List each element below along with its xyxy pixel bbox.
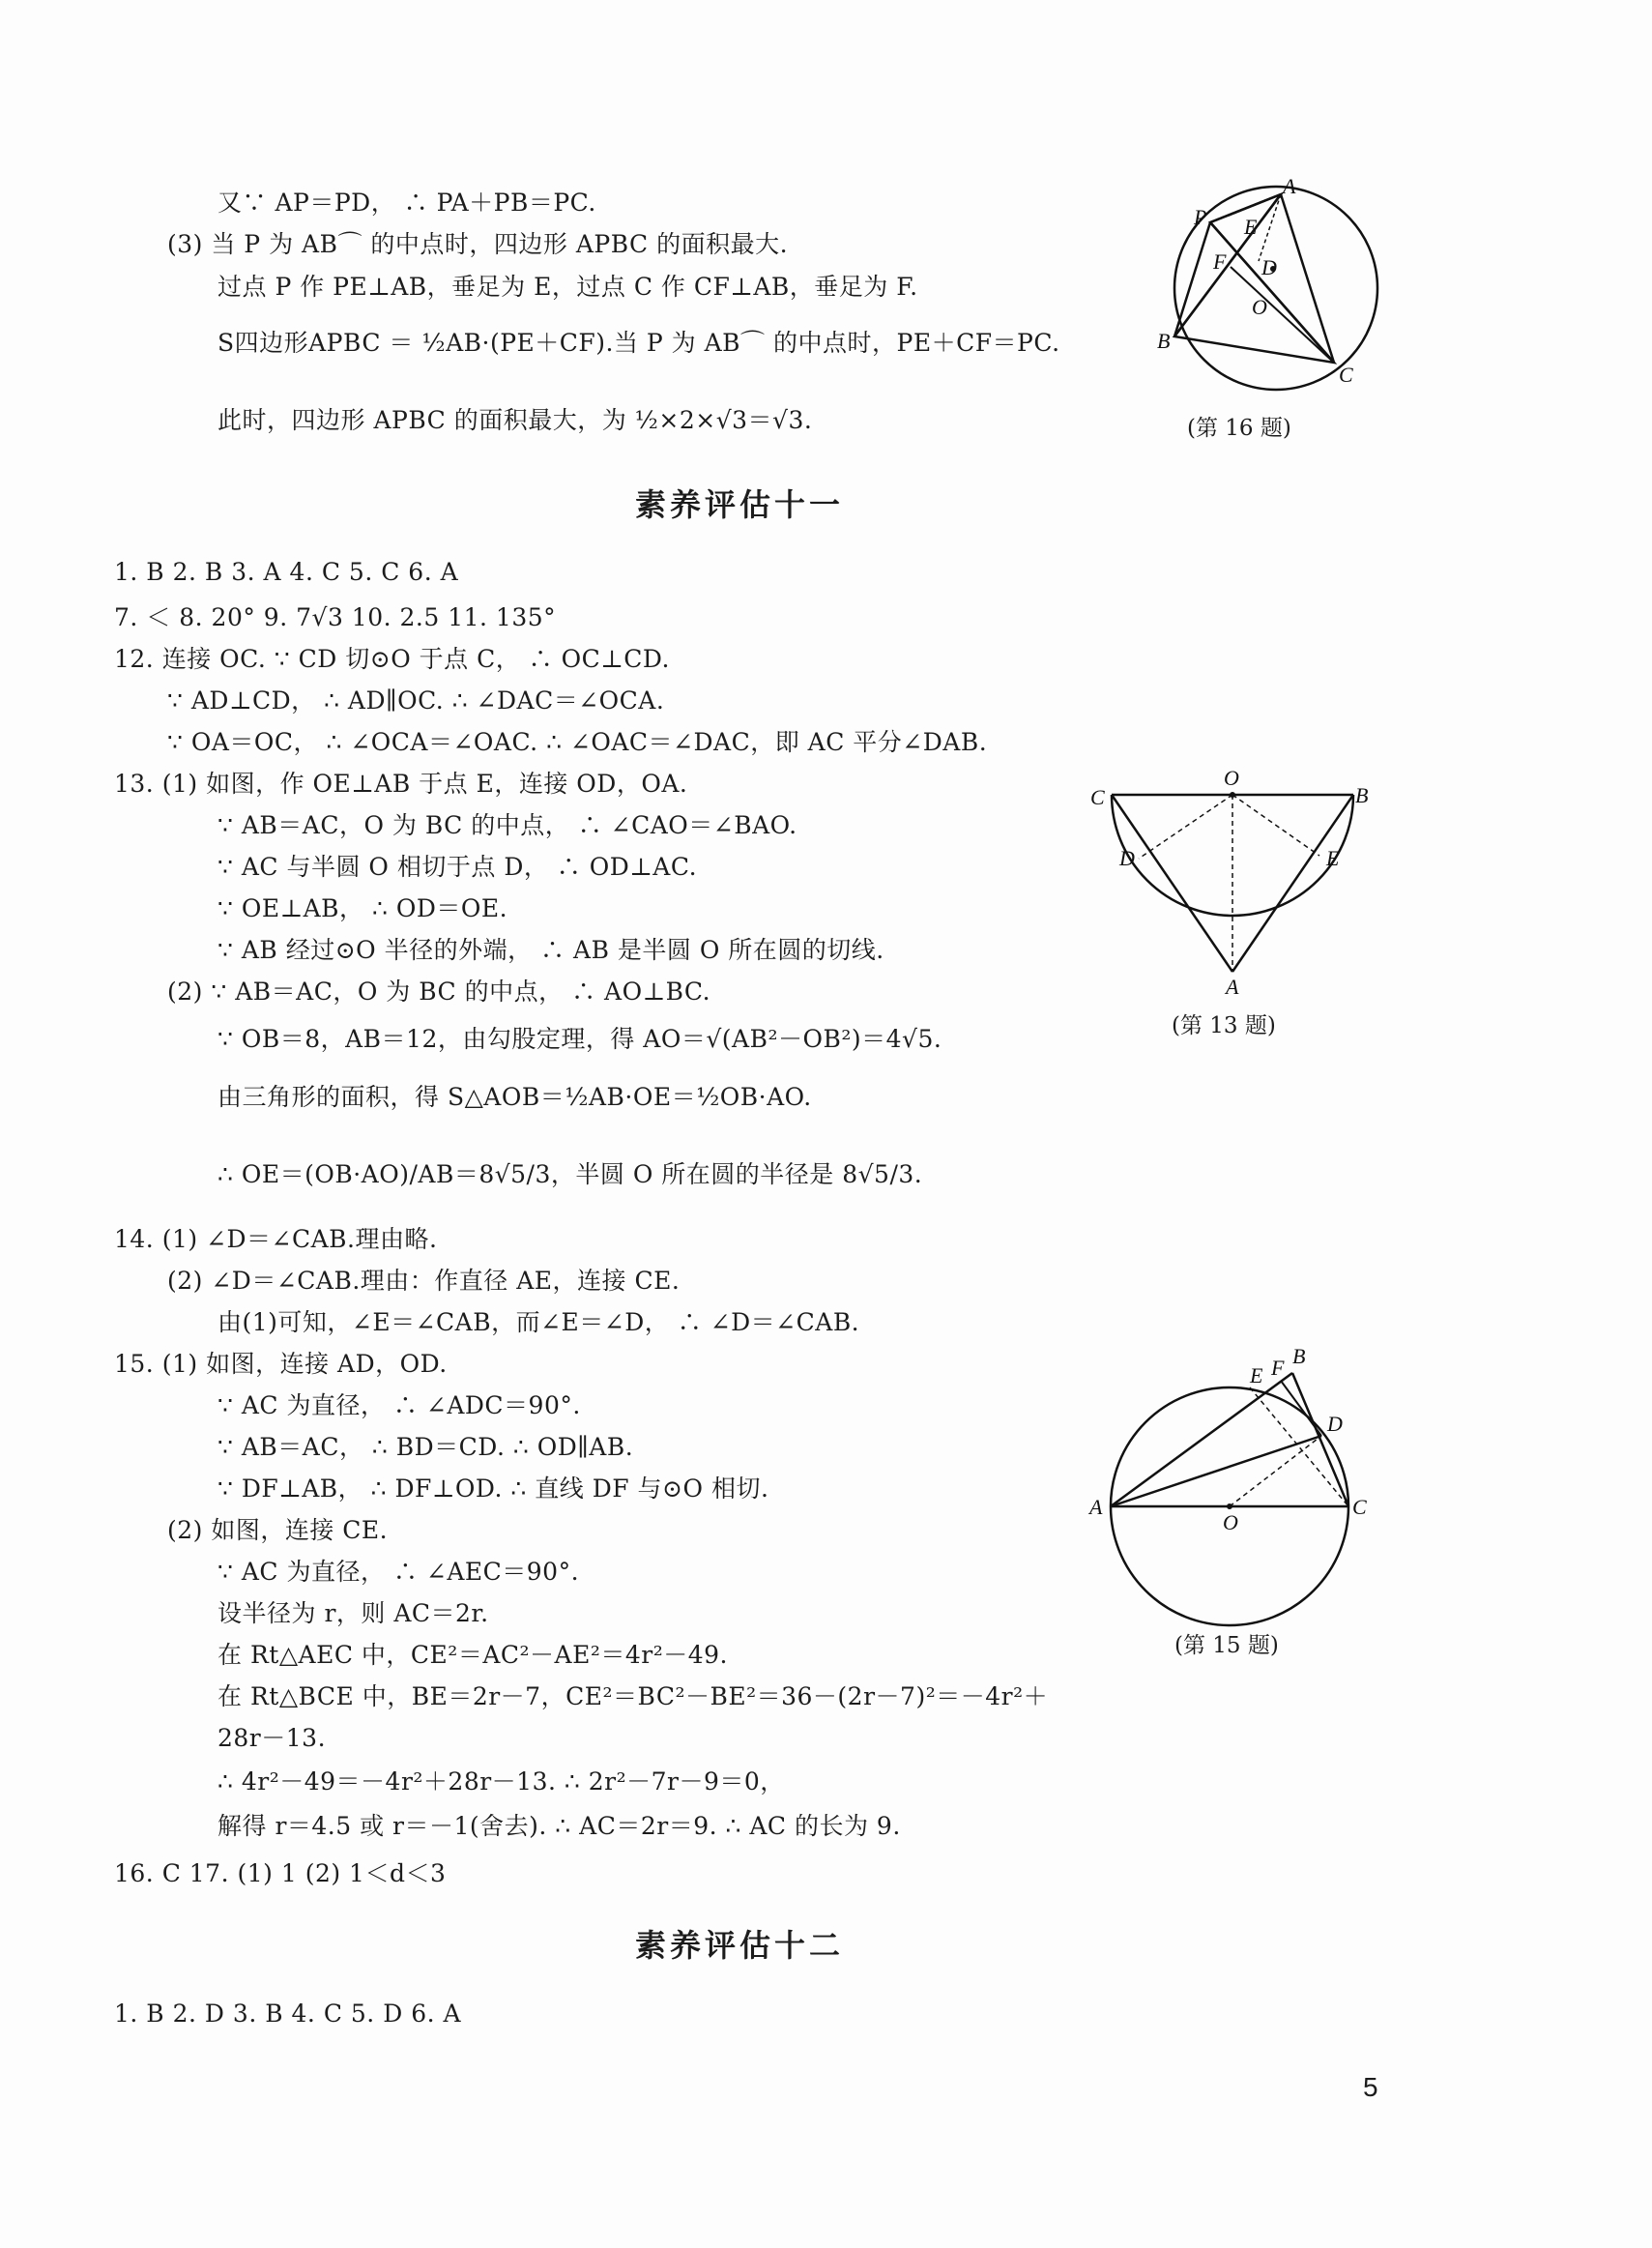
page-number: 5: [1363, 2072, 1378, 2102]
text-line: ∵ AC 为直径， ∴ ∠ADC＝90°.: [217, 1391, 581, 1419]
text-line: 15. (1) 如图，连接 AD，OD.: [114, 1350, 448, 1378]
label-c: C: [1352, 1495, 1367, 1519]
segment-od: [1139, 795, 1232, 859]
label-d: D: [1327, 1412, 1343, 1436]
segment-pc: [1210, 222, 1334, 363]
text-line: 解得 r＝4.5 或 r＝－1(舍去). ∴ AC＝2r＝9. ∴ AC 的长为 9.: [217, 1812, 901, 1840]
text-line: 在 Rt△AEC 中，CE²＝AC²－AE²＝4r²－49.: [217, 1641, 728, 1669]
segment-bc: [1292, 1373, 1348, 1506]
label-b: B: [1157, 329, 1171, 353]
text-line: 设半径为 r，则 AC＝2r.: [217, 1599, 489, 1627]
text-line: 在 Rt△BCE 中，BE＝2r－7，CE²＝BC²－BE²＝36－(2r－7)²＝－4r²＋: [217, 1682, 1049, 1710]
figure-caption: (第 13 题): [1172, 1013, 1276, 1038]
label-e: E: [1326, 846, 1340, 870]
text-line: 又∵ AP＝PD， ∴ PA＋PB＝PC.: [217, 189, 596, 217]
label-d: D: [1119, 846, 1135, 870]
text-line: ∵ AB＝AC，O 为 BC 的中点， ∴ ∠CAO＝∠BAO.: [217, 811, 797, 839]
text-line: S四边形APBC ＝ ½AB·(PE＋CF).当 P 为 AB⌒ 的中点时，PE＋CF＝PC.: [217, 329, 1060, 357]
label-a: A: [1089, 1495, 1103, 1519]
label-o: O: [1223, 1510, 1238, 1534]
text-line: 16. C 17. (1) 1 (2) 1＜d＜3: [114, 1859, 447, 1887]
label-c: C: [1090, 785, 1105, 809]
text-line: 12. 连接 OC. ∵ CD 切⊙O 于点 C， ∴ OC⊥CD.: [114, 645, 670, 673]
label-e: E: [1250, 1363, 1263, 1387]
segment-ca: [1112, 795, 1232, 972]
label-f: F: [1271, 1356, 1285, 1380]
label-b: B: [1355, 783, 1369, 807]
segment-ad: [1259, 194, 1281, 261]
label-e: E: [1244, 215, 1258, 239]
segment-ba: [1232, 795, 1353, 972]
figure-caption: (第 15 题): [1174, 1633, 1279, 1658]
text-line: ∵ DF⊥AB， ∴ DF⊥OD. ∴ 直线 DF 与⊙O 相切.: [217, 1474, 769, 1503]
section-title: 素养评估十二: [635, 1927, 845, 1964]
segment-od: [1230, 1436, 1321, 1506]
text-line: ∴ 4r²－49＝－4r²＋28r－13. ∴ 2r²－7r－9＝0，: [217, 1767, 785, 1795]
center-point: [1230, 792, 1235, 798]
text-line: ∵ OE⊥AB， ∴ OD＝OE.: [217, 894, 508, 922]
text-line: 由(1)可知，∠E＝∠CAB，而∠E＝∠D， ∴ ∠D＝∠CAB.: [217, 1308, 860, 1336]
label-d: D: [1261, 255, 1277, 279]
label-a: A: [1283, 174, 1296, 198]
label-p: P: [1194, 205, 1207, 229]
figure-16: [1155, 174, 1387, 416]
text-line: (2) ∠D＝∠CAB.理由：作直径 AE，连接 CE.: [167, 1267, 681, 1295]
text-line: 由三角形的面积，得 S△AOB＝½AB·OE＝½OB·AO.: [217, 1083, 812, 1111]
center-point: [1227, 1504, 1232, 1509]
label-b: B: [1292, 1344, 1306, 1368]
text-line: ∵ AB 经过⊙O 半径的外端， ∴ AB 是半圆 O 所在圆的切线.: [217, 936, 884, 964]
label-o: O: [1252, 295, 1267, 319]
text-line: 过点 P 作 PE⊥AB，垂足为 E，过点 C 作 CF⊥AB，垂足为 F.: [217, 273, 918, 301]
text-line: ∴ OE＝(OB·AO)/AB＝8√5/3，半圆 O 所在圆的半径是 8√5/3.: [217, 1160, 923, 1188]
segment-ab: [1111, 1373, 1292, 1506]
text-line: ∵ OA＝OC， ∴ ∠OCA＝∠OAC. ∴ ∠OAC＝∠DAC，即 AC 平分∠DAB.: [167, 728, 988, 756]
label-a: A: [1226, 975, 1239, 999]
text-line: ∵ AD⊥CD， ∴ AD∥OC. ∴ ∠DAC＝∠OCA.: [167, 686, 665, 715]
text-line: 14. (1) ∠D＝∠CAB.理由略.: [114, 1225, 438, 1253]
text-line: 此时，四边形 APBC 的面积最大，为 ½×2×√3＝√3.: [217, 406, 813, 434]
text-line: ∵ OB＝8，AB＝12，由勾股定理，得 AO＝√(AB²－OB²)＝4√5.: [217, 1025, 942, 1053]
section-title: 素养评估十一: [635, 486, 845, 523]
text-line: (2) ∵ AB＝AC，O 为 BC 的中点， ∴ AO⊥BC.: [167, 978, 711, 1006]
segment-oe: [1232, 795, 1319, 856]
label-f: F: [1213, 249, 1227, 274]
text-line: 1. B 2. D 3. B 4. C 5. D 6. A: [114, 2000, 462, 2028]
segment-bp: [1174, 222, 1210, 336]
label-c: C: [1339, 363, 1353, 387]
segment-fd: [1281, 1381, 1321, 1436]
figure-13: [1083, 764, 1373, 1001]
text-line: ∵ AC 与半圆 O 相切于点 D， ∴ OD⊥AC.: [217, 853, 698, 881]
text-line: ∵ AB＝AC， ∴ BD＝CD. ∴ OD∥AB.: [217, 1433, 634, 1461]
label-o: O: [1224, 766, 1239, 790]
text-line: 13. (1) 如图，作 OE⊥AB 于点 E，连接 OD，OA.: [114, 770, 688, 798]
segment-ad: [1111, 1436, 1321, 1506]
figure-15: [1087, 1334, 1377, 1629]
text-line: 1. B 2. B 3. A 4. C 5. C 6. A: [114, 558, 459, 586]
text-line: (2) 如图，连接 CE.: [167, 1516, 389, 1544]
text-line: 28r－13.: [217, 1724, 327, 1752]
text-line: (3) 当 P 为 AB⌒ 的中点时，四边形 APBC 的面积最大.: [167, 230, 789, 258]
figure-caption: (第 16 题): [1187, 416, 1291, 441]
text-line: ∵ AC 为直径， ∴ ∠AEC＝90°.: [217, 1558, 580, 1586]
text-line: 7. ＜ 8. 20° 9. 7√3 10. 2.5 11. 135°: [114, 603, 557, 631]
